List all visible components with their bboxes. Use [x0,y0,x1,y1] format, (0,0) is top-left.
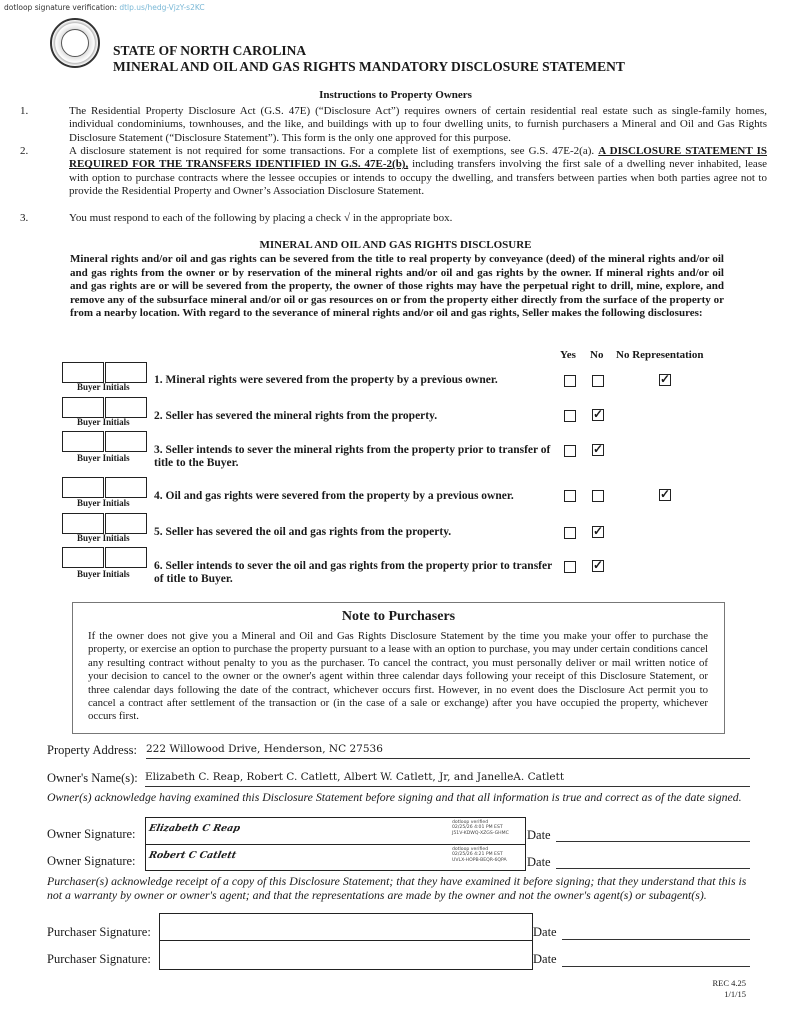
instruction-item-3: 3. You must respond to each of the following by placing a check √ in the appropriate box. [20,212,750,226]
property-address-label: Property Address: [47,743,137,757]
disclosure-paragraph: Mineral rights and/or oil and gas rights can be severed from the title to real property by conveyance (deed) of the mineral rights and/or oil and gas rights from the owner or by reservation of the mineral rights and/or oil and gas rights by the owner. If mineral rights and/or oil and gas rights are or will be severed from the property, the owner of those rights may have the perpetual right to drill, mine, explore, and remove any of the subsurface mineral and/or oil or gas resources on or from the property either directly from the surface of the property or from a nearby location. With regard to the severance of mineral rights and/or oil and gas rights, Seller makes the following disclosures: [70,253,724,319]
buyer-initials-label: Buyer Initials [77,382,130,392]
owner-signature-2: Robert C Catlett [147,850,238,861]
property-address-field[interactable] [146,743,750,759]
buyer-initials-label: Buyer Initials [77,569,130,579]
owner-acknowledgement: Owner(s) acknowledge having examined this Disclosure Statement before signing and that all information is true and correct as of the date signed. [47,790,742,804]
purchaser-date-label-1: Date [533,925,557,939]
property-address-value: 222 Willowood Drive, Henderson, NC 27536 [146,743,383,755]
disclosure-heading: MINERAL AND OIL AND GAS RIGHTS DISCLOSURE [259,239,532,251]
buyer-initial-box-2[interactable] [105,513,147,534]
owner-date-field-2[interactable] [556,855,750,869]
owner-signature-1: Elizabeth C Reap [147,823,242,834]
no-checkbox-checked[interactable]: ✓ [593,442,604,456]
buyer-initial-box-1[interactable] [62,513,104,534]
yes-checkbox[interactable] [564,490,576,502]
yes-checkbox[interactable] [564,410,576,422]
question-text: 6. Seller intends to sever the oil and gas rights from the property prior to transfer of title to Buyer. [154,560,552,585]
dotloop-verified-stamp-2: dotloop verified 02/25/26 4:21 PM EST UVLX-HOPB-BEQR-6QPA [452,847,507,863]
purchaser-signature-label-2: Purchaser Signature: [47,952,151,966]
owner-signature-box-2[interactable] [145,844,526,871]
buyer-initials-label: Buyer Initials [77,453,130,463]
purchaser-date-field-2[interactable] [562,953,750,967]
form-code: REC 4.25 [712,978,746,988]
buyer-initials-label: Buyer Initials [77,417,130,427]
question-text: 3. Seller intends to sever the mineral rights from the property prior to transfer of title to the Buyer. [154,444,551,469]
buyer-initial-box-1[interactable] [62,547,104,568]
owner-signature-label-1: Owner Signature: [47,827,136,841]
buyer-initial-box-2[interactable] [105,431,147,452]
owners-name-field[interactable] [145,771,750,787]
instruction-text: You must respond to each of the following by placing a check √ in the appropriate box. [69,212,453,224]
document-title: MINERAL AND OIL AND GAS RIGHTS MANDATORY DISCLOSURE STATEMENT [113,59,625,74]
owner-signature-label-2: Owner Signature: [47,854,136,868]
instruction-text: The Residential Property Disclosure Act (G.S. 47E) (“Disclosure Act”) requires owners of certain residential real estate such as single-family homes, individual condominiums, townhouses, and the like, and buildings with up to four dwelling units, to furnish purchasers a Mineral and Oil and Gas Rights Disclosure Statement (“Disclosure Statement”). This form is the only one approved for this purpose. [69,105,767,144]
form-date: 1/1/15 [724,989,746,999]
instruction-item-1: 1. The Residential Property Disclosure Act (G.S. 47E) (“Disclosure Act”) requires owners of certain residential real estate such as single-family homes, individual condominiums, townhouses, and the like, and buildings with up to four dwelling units, to furnish purchasers a Mineral and Oil and Gas Rights Disclosure Statement (“Disclosure Statement”). This form is the only one approved for this purpose. [20,105,767,144]
buyer-initials-label: Buyer Initials [77,498,130,508]
required-transfers-emphasis: A DISCLOSURE STATEMENT IS REQUIRED FOR THE TRANSFERS IDENTIFIED IN G.S. 47E-2(b), [69,145,768,171]
column-yes: Yes [560,349,576,361]
buyer-initials-label: Buyer Initials [77,533,130,543]
no-representation-checkbox-checked[interactable]: ✓ [660,487,671,501]
buyer-initial-box-2[interactable] [105,397,147,418]
owner-date-field-1[interactable] [556,828,750,842]
note-title: Note to Purchasers [341,609,456,624]
column-no-representation: No Representation [616,349,704,361]
buyer-initial-box-1[interactable] [62,431,104,452]
question-text: 1. Mineral rights were severed from the property by a previous owner. [154,374,498,386]
purchaser-signature-label-1: Purchaser Signature: [47,925,151,939]
no-checkbox[interactable] [592,375,604,387]
purchaser-date-label-2: Date [533,952,557,966]
buyer-initial-box-2[interactable] [105,362,147,383]
no-checkbox-checked[interactable]: ✓ [593,407,604,421]
dotloop-verification [4,3,205,12]
no-checkbox-checked[interactable]: ✓ [593,558,604,572]
yes-checkbox[interactable] [564,561,576,573]
verification-link[interactable]: dtlp.us/hedg-VjzY-s2KC [119,3,205,12]
owner-date-label-2: Date [527,855,551,869]
question-text: 4. Oil and gas rights were severed from the property by a previous owner. [154,490,514,502]
no-representation-checkbox-checked[interactable]: ✓ [660,372,671,386]
purchaser-signature-box-2[interactable] [159,940,533,970]
owners-name-label: Owner's Name(s): [47,771,138,785]
yes-checkbox[interactable] [564,527,576,539]
owners-name-value: Elizabeth C. Reap, Robert C. Catlett, Albert W. Catlett, Jr, and JanelleA. Catlett [145,771,565,783]
instruction-item-2: 2. A disclosure statement is not required for some transactions. For a complete list of exemptions, see G.S. 47E-2(a). A DISCLOSURE STATEMENT IS REQUIRED FOR THE TRANSFERS IDENTIFIED IN G.S. 47E-2(b), including transfers involving the first sale of a dwelling never inhabited, lease with option to purchase contracts where the lessee occupies or intends to occupy the dwelling, and transfers between parties when both parties agree not to provide the Residential Property and Owner’s Association Disclosure Statement. [20,145,768,197]
purchaser-signature-box-1[interactable] [159,913,533,942]
state-title: STATE OF NORTH CAROLINA [113,43,307,58]
buyer-initial-box-2[interactable] [105,547,147,568]
instructions-heading: Instructions to Property Owners [319,89,472,101]
purchaser-acknowledgement: Purchaser(s) acknowledge receipt of a copy of this Disclosure Statement; that they have examined it before signing; that they understand that this is not a warranty by owner or owner's agent; and that the representations are made by the owner and not the owner's agent(s) or subagent(s). [47,874,747,902]
owner-date-label-1: Date [527,828,551,842]
purchaser-date-field-1[interactable] [562,926,750,940]
question-text: 2. Seller has severed the mineral rights from the property. [154,410,438,422]
note-to-purchasers-box [72,602,725,734]
nc-seal-icon [50,18,100,68]
no-checkbox-checked[interactable]: ✓ [593,524,604,538]
buyer-initial-box-1[interactable] [62,397,104,418]
buyer-initial-box-1[interactable] [62,362,104,383]
dotloop-verified-stamp-1: dotloop verified 02/25/26 4:01 PM EST J51V-KDWQ-XZGS-GHMC [452,820,509,836]
yes-checkbox[interactable] [564,375,576,387]
buyer-initial-box-1[interactable] [62,477,104,498]
owner-signature-box-1[interactable] [145,817,526,845]
column-no: No [590,349,604,361]
note-body: If the owner does not give you a Mineral and Oil and Gas Rights Disclosure Statement by the time you make your offer to purchase the property, or exercise an option to purchase the property pursuant to a lease with an option to purchase, you may under certain conditions cancel any resulting contract without penalty to you as the purchaser. To cancel the contract, you must personally deliver or mail written notice of your decision to cancel to the owner or the owner's agent within three calendar days following your receipt of this Disclosure Statement, or three calendar days following the date of the contract, whichever occurs first. However, in no event does the Disclosure Act permit you to cancel a contract after settlement of the transaction or (in the case of a sale or exchange) after you have occupied the property, whichever occurs first. [88,630,708,723]
no-checkbox[interactable] [592,490,604,502]
form-footer [650,978,746,1000]
yes-checkbox[interactable] [564,445,576,457]
buyer-initial-box-2[interactable] [105,477,147,498]
question-text: 5. Seller has severed the oil and gas rights from the property. [154,526,452,538]
verification-label: dotloop signature verification: [4,3,117,12]
